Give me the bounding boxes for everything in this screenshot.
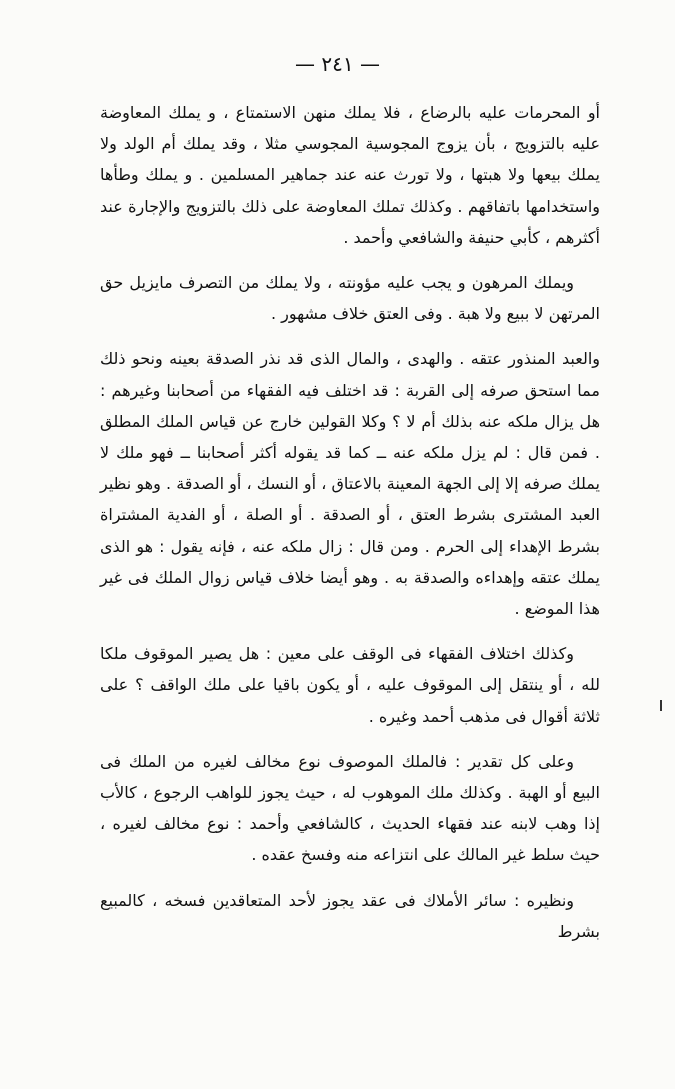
margin-mark: [660, 700, 662, 711]
paragraph-6: ونظيره : سائر الأملاك فى عقد يجوز لأحد المتعاقدين فسخه ، كالمبيع بشرط: [100, 890, 600, 941]
body-text: [100, 97, 600, 947]
page-number: — ٢٤١ —: [295, 52, 380, 76]
paragraph-5: وعلى كل تقدير : فالملك الموصوف نوع مخالف لغيره من الملك فى البيع أو الهبة . وكذلك ملك الموهوب له ، حيث يجوز للواهب الرجوع ، كالأب إذا وهب لابنه عند فقهاء الحديث ، كالشافعي وأحمد : نوع مخالف لغيره ، حيث سلط غير المالك على انتزاعه منه وفسخ عقده .: [100, 751, 600, 865]
paragraph-3: والعبد المنذور عتقه . والهدى ، والمال الذى قد نذر الصدقة بعينه ونحو ذلك مما استحق صرفه إلى القربة : قد اختلف فيه الفقهاء من أصحابنا وغيرهم : هل يزال ملكه عنه بذلك أم لا ؟ وكلا القولين خارج عن قياس الملك المطلق . فمن قال : لم يزل ملكه عنه ــ كما قد يقوله أكثر أصحابنا ــ فهو ملك لا يملك صرفه إلا إلى الجهة المعينة بالاعتاق ، أو النسك ، أو الصدقة . وهو نظير العبد المشترى بشرط العتق ، أو الصدقة . أو الصلة ، أو الفدية المشتراة بشرط الإهداء إلى الحرم . ومن قال : زال ملكه عنه ، فإنه يقول : هو الذى يملك عتقه وإهداءه والصدقة به . وهو أيضا خلاف قياس زوال الملك فى غير هذا الموضع .: [100, 349, 600, 619]
paragraph-4: وكذلك اختلاف الفقهاء فى الوقف على معين : هل يصير الموقوف ملكا لله ، أو ينتقل إلى الموقوف عليه ، أو يكون باقيا على ملك الواقف ؟ على ثلاثة أقوال فى مذهب أحمد وغيره .: [100, 644, 600, 726]
paragraph-2: ويملك المرهون و يجب عليه مؤونته ، ولا يملك من التصرف مايزيل حق المرتهن لا ببيع ولا هبة . وفى العتق خلاف مشهور .: [100, 273, 600, 324]
paragraph-1: أو المحرمات عليه بالرضاع ، فلا يملك منهن الاستمتاع ، و يملك المعاوضة عليه بالتزويج ، بأن يزوج المجوسية المجوسي مثلا ، وقد يملك أم الولد ولا يملك بيعها ولا هبتها ، ولا تورث عنه عند جماهير المسلمين . و يملك وطأها واستخدامها باتفاقهم . وكذلك تملك المعاوضة على ذلك بالتزويج والإجارة عند أكثرهم ، كأبي حنيفة والشافعي وأحمد .: [100, 103, 600, 247]
